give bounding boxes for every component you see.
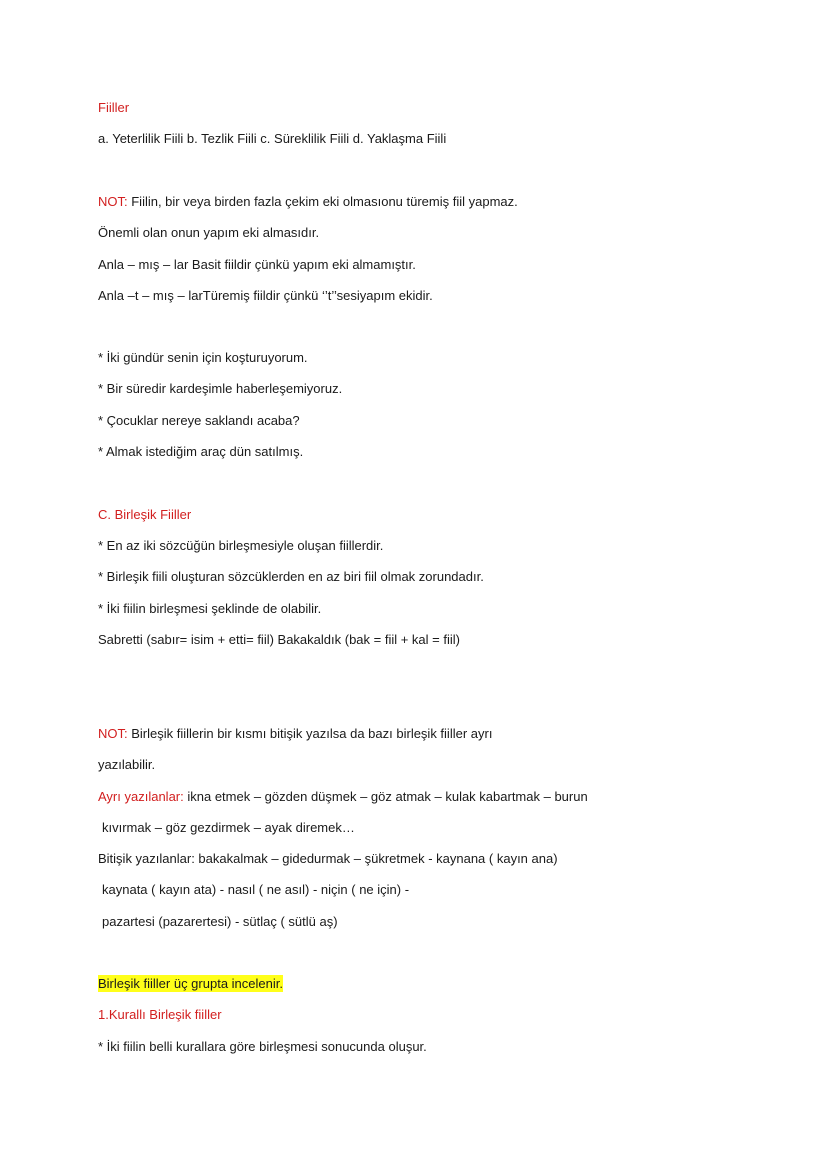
page-title: Fiiller — [98, 100, 130, 115]
ayri-yazilanlar-line2: kıvırmak – göz gezdirmek – ayak diremek… — [102, 820, 355, 835]
fiil-types-line: a. Yeterlilik Fiili b. Tezlik Fiili c. Süreklilik Fiili d. Yaklaşma Fiili — [98, 131, 447, 146]
list-item: * İki gündür senin için koşturuyorum. — [98, 350, 308, 365]
birlesik-example: Sabretti (sabır= isim + etti= fiil) Bakakaldık (bak = fiil + kal = fiil) — [98, 632, 460, 647]
section-heading-kuralli: 1.Kurallı Birleşik fiiller — [98, 1007, 222, 1022]
example-basit: Anla – mış – lar Basit fiildir çünkü yapım eki almamıştır. — [98, 257, 416, 272]
note-text: Birleşik fiillerin bir kısmı bitişik yazılsa da bazı birleşik fiiller ayrı — [127, 726, 493, 741]
list-item: * Çocuklar nereye saklandı acaba? — [98, 413, 300, 428]
highlighted-sentence — [98, 975, 283, 993]
note-label: NOT: — [98, 194, 128, 209]
ayri-label: Ayrı yazılanlar: — [98, 789, 184, 804]
list-item: * Birleşik fiili oluşturan sözcüklerden en az biri fiil olmak zorundadır. — [98, 569, 484, 584]
list-item: * İki fiilin belli kurallara göre birleşmesi sonucunda oluşur. — [98, 1039, 427, 1054]
note-paragraph-1 — [98, 193, 518, 211]
bitisik-yazilanlar-line2: kaynata ( kayın ata) - nasıl ( ne asıl) - niçin ( ne için) - — [102, 882, 410, 897]
ayri-text: ikna etmek – gözden düşmek – göz atmak – kulak kabartmak – burun — [183, 789, 588, 804]
list-item: * Almak istediğim araç dün satılmış. — [98, 444, 304, 459]
list-item: * Bir süredir kardeşimle haberleşemiyoruz. — [98, 381, 343, 396]
ayri-yazilanlar — [98, 788, 588, 806]
note-label: NOT: — [98, 726, 128, 741]
note-text: Fiilin, bir veya birden fazla çekim eki olmasıonu türemiş fiil yapmaz. — [127, 194, 518, 209]
bitisik-yazilanlar-line3: pazartesi (pazarertesi) - sütlaç ( sütlü aş) — [102, 914, 338, 929]
example-turemis: Anla –t – mış – larTüremiş fiildir çünkü ‘’t’’sesiyapım ekidir. — [98, 288, 433, 303]
note-paragraph-2 — [98, 725, 492, 743]
list-item: * İki fiilin birleşmesi şeklinde de olabilir. — [98, 601, 322, 616]
section-heading-birlesik: C. Birleşik Fiiller — [98, 507, 192, 522]
note-paragraph-1-line2: Önemli olan onun yapım eki almasıdır. — [98, 225, 320, 240]
bitisik-yazilanlar: Bitişik yazılanlar: bakakalmak – gidedurmak – şükretmek - kaynana ( kayın ana) — [98, 851, 558, 866]
list-item: * En az iki sözcüğün birleşmesiyle oluşan fiillerdir. — [98, 538, 384, 553]
note-paragraph-2-line2: yazılabilir. — [98, 757, 156, 772]
highlight-text: Birleşik fiiller üç grupta incelenir. — [98, 976, 283, 991]
